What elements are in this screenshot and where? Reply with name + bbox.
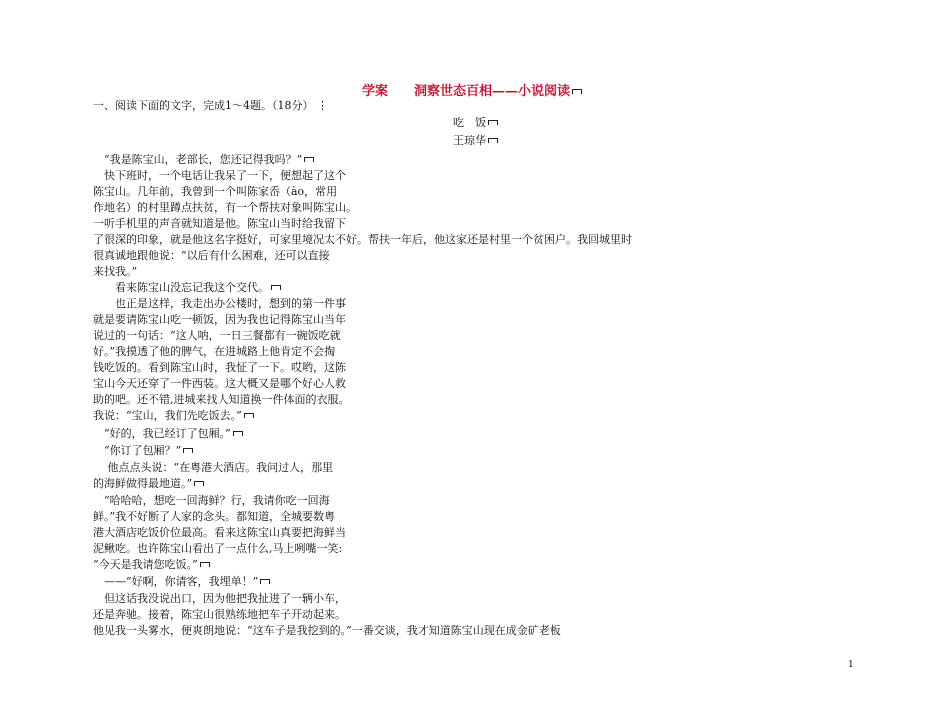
body-line: 他见我一头雾水，便爽朗地说：“这车子是我挖到的。”一番交谈，我才知道陈宝山现在成金矿老板 — [93, 624, 561, 637]
body-line: “你订了包厢？” — [93, 444, 193, 458]
body-line: 宝山今天还穿了一件西装。这大概又是哪个好心人救 — [93, 377, 346, 390]
body-line: 了很深的印象，就是他这名字挺好，可家里境况太不好。帮扶一年后，他这家还是村里一个贫困户。我回城里时 — [93, 233, 632, 246]
paragraph-mark-icon — [260, 579, 270, 584]
paragraph-mark-icon — [304, 157, 314, 162]
body-line: 他点点头说：“在粤港大酒店。我问过人，那里 — [93, 461, 334, 474]
author-name: 王琼华 — [453, 134, 498, 148]
paragraph-mark-icon — [488, 120, 498, 125]
body-line: “好的，我已经订了包厢。” — [93, 427, 243, 441]
body-line: 的海鲜做得最地道。” — [93, 477, 204, 491]
body-line: 就是要请陈宝山吃一顿饭，因为我也记得陈宝山当年 — [93, 313, 346, 326]
paragraph-mark-icon — [233, 431, 243, 436]
paragraph-mark-icon — [200, 562, 210, 567]
body-line: 鲜。”我不好断了人家的念头。都知道，全城要数粤 — [93, 510, 336, 523]
body-line: 助的吧。还不错,进城来找人知道换一件体面的衣服。 — [93, 393, 350, 406]
body-line: 快下班时，一个电话让我呆了一下，便想起了这个 — [93, 169, 346, 182]
body-line: 好。”我摸透了他的脾气，在进城路上他肯定不会掏 — [93, 345, 336, 358]
paragraph-mark-icon — [244, 413, 254, 418]
body-line: 说过的一句话：“这人呐，一日三餐都有一碗饭吃就 — [93, 329, 341, 342]
body-line: 我说：“宝山，我们先吃饭去。” — [93, 409, 254, 423]
page-title: 学案 洞察世态百相——小说阅读 — [362, 80, 582, 99]
body-line: 还是奔驰。接着，陈宝山很熟练地把车子开动起来。 — [93, 608, 346, 621]
body-line: ——“好啊，你请客，我埋单！” — [93, 575, 270, 589]
paragraph-mark-icon — [194, 481, 204, 486]
body-line: “我是陈宝山，老部长，您还记得我吗？” — [93, 153, 314, 167]
instruction-text: 一、阅读下面的文字，完成1～4题。（18分） ⋮ — [93, 99, 328, 112]
body-line: 但这话我没说出口，因为他把我扯进了一辆小车， — [93, 592, 346, 605]
page-number: 1 — [848, 660, 854, 670]
body-line: 钱吃饭的。看到陈宝山时，我怔了一下。哎哟，这陈 — [93, 361, 346, 374]
body-line: 一听手机里的声音就知道是他。陈宝山当时给我留下 — [93, 217, 346, 230]
body-line: “今天是我请您吃饭。” — [93, 558, 210, 572]
body-line: 很真诚地跟他说：“以后有什么困难，还可以直接 — [93, 249, 330, 262]
story-title: 吃 饭 — [453, 116, 498, 130]
paragraph-mark-icon — [271, 285, 281, 290]
body-line: 看来陈宝山没忘记我这个交代。 — [93, 281, 281, 295]
body-line: 作地名）的村里蹲点扶贫，有一个帮扶对象叫陈宝山。 — [93, 201, 357, 214]
body-line: 陈宝山。几年前，我曾到一个叫陈家岙（ào，常用 — [93, 185, 338, 198]
body-line: 来找我。” — [93, 265, 138, 278]
paragraph-mark-icon — [572, 89, 582, 94]
body-line: 也正是这样，我走出办公楼时，想到的第一件事 — [93, 297, 346, 310]
body-line: 港大酒店吃饭价位最高。看来这陈宝山真要把海鲜当 — [93, 526, 346, 539]
paragraph-mark-icon — [488, 138, 498, 143]
body-line: 泥鳅吃。也许陈宝山看出了一点什么,马上咧嘴一笑: — [93, 542, 343, 555]
body-line: “哈哈哈，想吃一回海鲜？行，我请你吃一回海 — [93, 494, 330, 507]
paragraph-mark-icon — [183, 448, 193, 453]
